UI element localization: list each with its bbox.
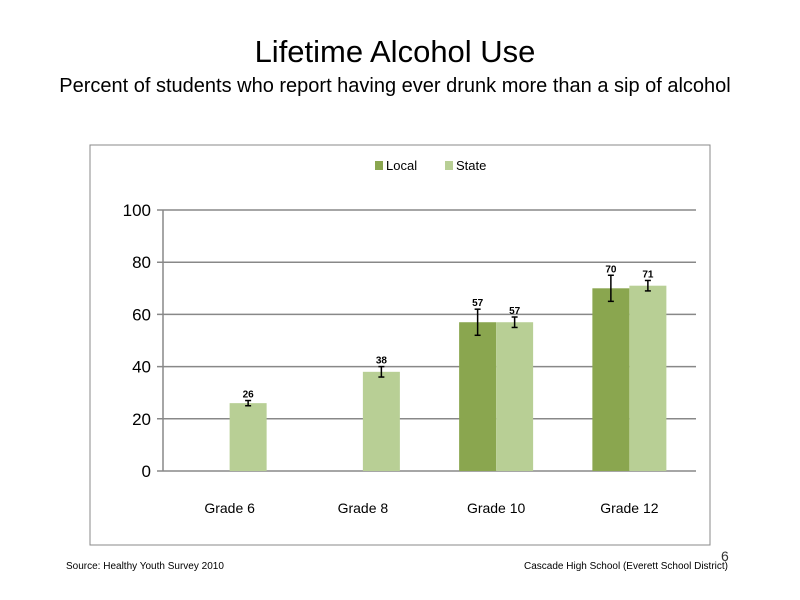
legend-label-local: Local xyxy=(386,158,418,173)
y-tick-label: 20 xyxy=(132,409,151,429)
legend-swatch-local xyxy=(375,161,383,170)
x-tick-label: Grade 10 xyxy=(466,500,526,516)
data-label: 57 xyxy=(472,298,484,310)
y-tick-label: 60 xyxy=(132,305,151,325)
x-tick-label: Grade 6 xyxy=(204,500,255,516)
y-tick-label: 40 xyxy=(132,357,151,377)
y-tick-label: 0 xyxy=(141,462,151,481)
data-label: 71 xyxy=(642,269,654,281)
bar-state xyxy=(496,322,533,471)
data-label: 70 xyxy=(605,264,617,276)
legend-label-state: State xyxy=(456,158,487,173)
y-tick-label: 80 xyxy=(132,253,151,273)
slide-title: Lifetime Alcohol Use xyxy=(254,34,536,69)
x-tick-label: Grade 12 xyxy=(600,500,659,516)
legend-swatch-state xyxy=(445,161,453,170)
footer-school: Cascade High School (Everett School District) xyxy=(524,561,728,572)
data-label: 57 xyxy=(509,306,521,318)
y-tick-label: 100 xyxy=(122,201,151,220)
page-number: 6 xyxy=(721,548,729,564)
data-label: 38 xyxy=(375,355,387,367)
x-tick-label: Grade 8 xyxy=(337,500,389,516)
footer-source: Source: Healthy Youth Survey 2010 xyxy=(66,561,224,572)
bar-state xyxy=(363,372,400,471)
data-label: 26 xyxy=(242,389,254,401)
bar-state xyxy=(629,286,666,471)
bar-local xyxy=(459,322,496,471)
bar-local xyxy=(592,288,629,471)
slide-subtitle: Percent of students who report having ever drunk more than a sip of alcohol xyxy=(59,75,731,97)
bar-state xyxy=(230,403,267,471)
